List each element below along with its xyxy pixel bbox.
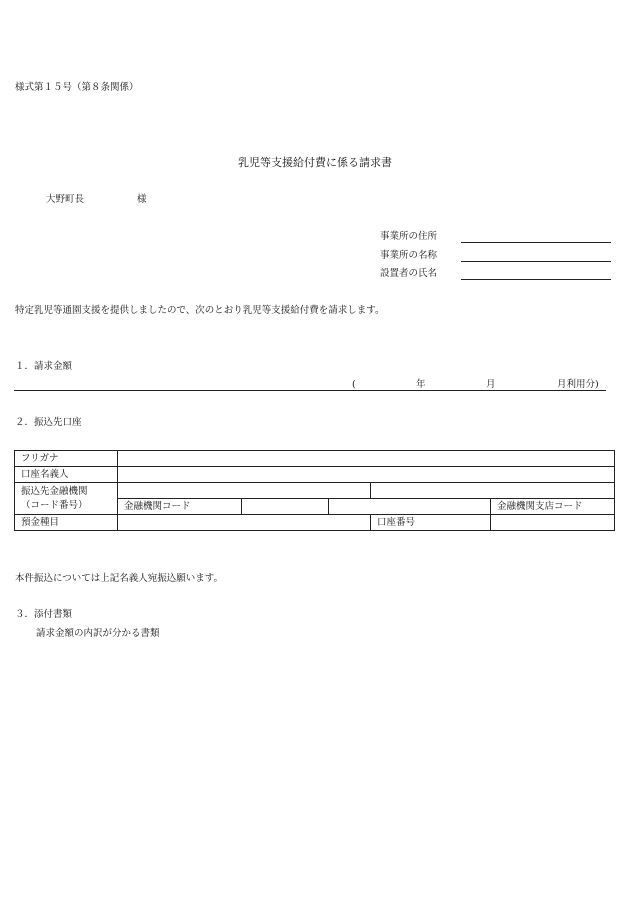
addressee-honorific: 様 [137,194,147,205]
deposit-type-label: 預金種目 [15,515,118,531]
address-label: 事業所の住所 [380,231,438,242]
bank-account-table [14,450,615,531]
section3-heading: ３．添付書類 [15,609,73,620]
usage-month-label: 月 [486,379,496,390]
usage-period-label: 月利用分) [557,379,599,390]
bank-label-line1: 振込先金融機関 [21,485,88,497]
business-name-label: 事業所の名称 [380,250,438,261]
table-row [15,515,615,531]
usage-year-label: 年 [416,379,426,390]
bank-code-extra-field[interactable] [329,499,491,515]
table-row [15,483,615,499]
request-statement: 特定乳児等通園支援を提供しましたので、次のとおり乳児等支援給付費を請求します。 [15,305,385,316]
section1-heading: １．請求金額 [15,361,73,372]
deposit-type-field[interactable] [118,515,371,531]
branch-code-label: 金融機関支店コード [491,499,615,515]
account-holder-field[interactable] [118,467,615,483]
amount-underline[interactable] [14,390,606,391]
section2-heading: ２．振込先口座 [15,417,82,428]
business-name-underline[interactable] [461,261,611,262]
transfer-request-text: 本件振込については上記名義人宛振込願います。 [15,573,224,584]
branch-name-field[interactable] [371,483,615,499]
bank-label-cell [15,483,118,515]
founder-name-label: 設置者の氏名 [380,268,438,279]
bank-code-field[interactable] [242,499,329,515]
account-number-field[interactable] [491,515,615,531]
account-holder-label: 口座名義人 [15,467,118,483]
usage-paren-open: ( [352,379,356,390]
bank-name-field[interactable] [118,483,371,499]
table-row [15,451,615,467]
bank-code-label: 金融機関コード [118,499,242,515]
attachment-item: 請求金額の内訳が分かる書類 [36,628,160,639]
bank-label-line2: （コード番号） [21,499,88,511]
address-underline[interactable] [461,242,611,243]
furigana-field[interactable] [118,451,615,467]
addressee-name: 大野町長 [46,194,85,205]
account-number-label: 口座番号 [371,515,491,531]
furigana-label: フリガナ [15,451,118,467]
table-row [15,467,615,483]
form-number: 様式第１５号（第８条関係） [15,82,139,93]
document-title: 乳児等支援給付費に係る請求書 [238,156,392,169]
founder-name-underline[interactable] [461,279,611,280]
